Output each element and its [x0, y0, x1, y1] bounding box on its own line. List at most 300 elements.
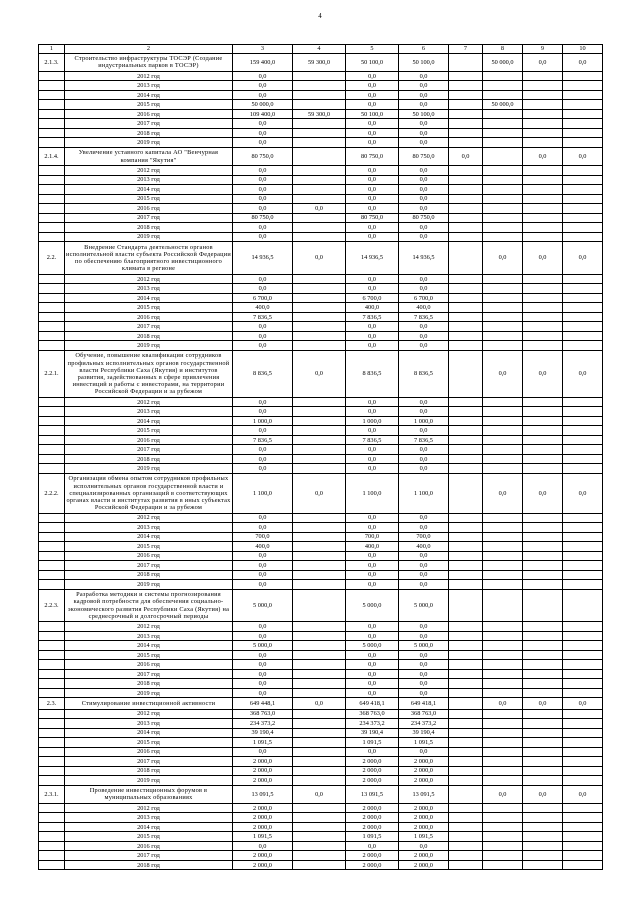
value-cell [523, 445, 563, 455]
value-cell: 0,0 [346, 100, 399, 110]
year-label-cell: 2015 год [65, 738, 233, 748]
value-cell: 6 700,0 [233, 293, 293, 303]
program-financing-table [38, 44, 603, 870]
value-cell [449, 747, 483, 757]
value-cell [449, 293, 483, 303]
value-cell: 5 000,0 [233, 589, 293, 622]
year-row [39, 232, 603, 242]
value-cell: 5 000,0 [399, 589, 449, 622]
value-cell [563, 813, 603, 823]
value-cell [449, 709, 483, 719]
value-cell: 2 000,0 [233, 766, 293, 776]
value-cell: 0,0 [346, 331, 399, 341]
value-cell [523, 166, 563, 176]
item-number-cell [39, 407, 65, 417]
year-row [39, 650, 603, 660]
value-cell [449, 679, 483, 689]
value-cell: 0,0 [399, 119, 449, 129]
value-cell [483, 435, 523, 445]
item-number-cell [39, 650, 65, 660]
value-cell [563, 589, 603, 622]
item-number-cell [39, 128, 65, 138]
value-cell [563, 138, 603, 148]
value-cell: 2 000,0 [233, 813, 293, 823]
value-cell [449, 426, 483, 436]
item-number-cell [39, 728, 65, 738]
value-cell [449, 71, 483, 81]
item-number-cell [39, 841, 65, 851]
value-cell: 0,0 [399, 679, 449, 689]
item-number-cell: 2.2. [39, 242, 65, 275]
value-cell [523, 766, 563, 776]
item-number-cell [39, 688, 65, 698]
year-row [39, 331, 603, 341]
value-cell: 0,0 [233, 570, 293, 580]
year-label-cell: 2012 год [65, 274, 233, 284]
value-cell: 0,0 [233, 622, 293, 632]
year-label-cell: 2018 год [65, 570, 233, 580]
value-cell: 2 000,0 [399, 822, 449, 832]
year-row [39, 747, 603, 757]
value-cell [449, 223, 483, 233]
value-cell [523, 185, 563, 195]
value-cell: 0,0 [293, 785, 346, 803]
value-cell [293, 803, 346, 813]
year-label-cell: 2014 год [65, 293, 233, 303]
value-cell: 0,0 [233, 513, 293, 523]
year-row [39, 119, 603, 129]
value-cell [293, 841, 346, 851]
value-cell [563, 128, 603, 138]
item-number-cell [39, 860, 65, 870]
value-cell [293, 397, 346, 407]
value-cell: 1 091,5 [399, 738, 449, 748]
item-number-cell [39, 570, 65, 580]
value-cell [293, 813, 346, 823]
value-cell: 2 000,0 [233, 776, 293, 786]
value-cell [523, 303, 563, 313]
value-cell: 0,0 [346, 688, 399, 698]
value-cell: 234 373,2 [233, 719, 293, 729]
value-cell [563, 232, 603, 242]
item-number-cell [39, 851, 65, 861]
value-cell: 50 000,0 [483, 100, 523, 110]
value-cell [449, 650, 483, 660]
value-cell [293, 100, 346, 110]
column-header: 3 [233, 45, 293, 54]
value-cell [563, 445, 603, 455]
value-cell [293, 513, 346, 523]
value-cell [563, 669, 603, 679]
value-cell [483, 81, 523, 91]
value-cell: 649 418,1 [346, 698, 399, 709]
value-cell: 0,0 [399, 204, 449, 214]
value-cell [523, 650, 563, 660]
value-cell [449, 738, 483, 748]
value-cell [483, 660, 523, 670]
value-cell: 2 000,0 [399, 860, 449, 870]
value-cell: 0,0 [399, 100, 449, 110]
year-row [39, 109, 603, 119]
value-cell [483, 293, 523, 303]
year-label-cell: 2019 год [65, 232, 233, 242]
value-cell: 0,0 [233, 397, 293, 407]
year-row [39, 166, 603, 176]
value-cell: 8 836,5 [346, 350, 399, 397]
value-cell: 0,0 [346, 622, 399, 632]
value-cell: 50 100,0 [346, 53, 399, 71]
value-cell: 14 936,5 [233, 242, 293, 275]
value-cell: 234 373,2 [346, 719, 399, 729]
value-cell [523, 71, 563, 81]
value-cell: 0,0 [346, 747, 399, 757]
value-cell [449, 435, 483, 445]
year-row [39, 738, 603, 748]
year-label-cell: 2017 год [65, 322, 233, 332]
value-cell: 0,0 [399, 841, 449, 851]
page-number: 4 [318, 12, 322, 20]
value-cell: 0,0 [233, 204, 293, 214]
value-cell: 8 836,5 [399, 350, 449, 397]
value-cell: 1 091,5 [346, 832, 399, 842]
value-cell: 0,0 [523, 785, 563, 803]
value-cell: 59 300,0 [293, 109, 346, 119]
value-cell: 2 000,0 [346, 766, 399, 776]
value-cell: 0,0 [233, 561, 293, 571]
value-cell: 0,0 [233, 194, 293, 204]
value-cell: 1 091,5 [233, 832, 293, 842]
value-cell [563, 435, 603, 445]
year-row [39, 622, 603, 632]
year-label-cell: 2013 год [65, 719, 233, 729]
value-cell [293, 832, 346, 842]
value-cell [483, 860, 523, 870]
year-label-cell: 2012 год [65, 397, 233, 407]
value-cell: 0,0 [293, 473, 346, 513]
value-cell [523, 232, 563, 242]
value-cell: 0,0 [346, 445, 399, 455]
value-cell: 0,0 [233, 631, 293, 641]
value-cell: 400,0 [233, 542, 293, 552]
value-cell: 2 000,0 [399, 776, 449, 786]
value-cell [523, 719, 563, 729]
value-cell: 0,0 [233, 71, 293, 81]
item-number-cell [39, 822, 65, 832]
value-cell: 0,0 [346, 397, 399, 407]
value-cell: 0,0 [233, 660, 293, 670]
year-label-cell: 2018 год [65, 331, 233, 341]
value-cell: 0,0 [233, 341, 293, 351]
column-header: 9 [523, 45, 563, 54]
value-cell [483, 341, 523, 351]
value-cell [523, 284, 563, 294]
year-row [39, 669, 603, 679]
value-cell: 0,0 [346, 669, 399, 679]
year-row [39, 322, 603, 332]
year-label-cell: 2016 год [65, 551, 233, 561]
value-cell [293, 851, 346, 861]
value-cell: 2 000,0 [346, 851, 399, 861]
value-cell [563, 293, 603, 303]
value-cell: 80 750,0 [346, 147, 399, 165]
item-number-cell [39, 622, 65, 632]
value-cell: 0,0 [399, 445, 449, 455]
value-cell [293, 631, 346, 641]
value-cell: 1 000,0 [233, 416, 293, 426]
value-cell [523, 641, 563, 651]
year-label-cell: 2016 год [65, 660, 233, 670]
value-cell [523, 747, 563, 757]
value-cell: 0,0 [399, 747, 449, 757]
year-row [39, 303, 603, 313]
value-cell [293, 709, 346, 719]
year-label-cell: 2017 год [65, 757, 233, 767]
year-label-cell: 2012 год [65, 166, 233, 176]
value-cell [563, 166, 603, 176]
value-cell: 0,0 [563, 473, 603, 513]
item-number-cell [39, 331, 65, 341]
value-cell: 0,0 [233, 688, 293, 698]
value-cell [563, 631, 603, 641]
item-description-cell: Увеличение уставного капитала АО "Венчурная компания "Якутия" [65, 147, 233, 165]
value-cell [523, 204, 563, 214]
year-label-cell: 2014 год [65, 532, 233, 542]
value-cell [293, 407, 346, 417]
year-row [39, 407, 603, 417]
value-cell [563, 513, 603, 523]
value-cell: 0,0 [346, 631, 399, 641]
value-cell [449, 312, 483, 322]
value-cell: 0,0 [399, 464, 449, 474]
value-cell: 0,0 [483, 350, 523, 397]
year-row [39, 293, 603, 303]
value-cell [523, 128, 563, 138]
value-cell: 13 091,5 [346, 785, 399, 803]
value-cell: 0,0 [399, 90, 449, 100]
value-cell: 0,0 [399, 513, 449, 523]
value-cell [449, 416, 483, 426]
year-row [39, 570, 603, 580]
value-cell [449, 719, 483, 729]
value-cell [483, 109, 523, 119]
year-row [39, 213, 603, 223]
value-cell: 0,0 [483, 698, 523, 709]
value-cell [483, 622, 523, 632]
value-cell [449, 138, 483, 148]
value-cell [293, 688, 346, 698]
year-label-cell: 2015 год [65, 650, 233, 660]
value-cell [523, 274, 563, 284]
item-number-cell [39, 757, 65, 767]
value-cell: 14 936,5 [399, 242, 449, 275]
program-item-row [39, 53, 603, 71]
value-cell [483, 426, 523, 436]
year-label-cell: 2016 год [65, 312, 233, 322]
year-label-cell: 2012 год [65, 709, 233, 719]
value-cell: 0,0 [346, 322, 399, 332]
value-cell [563, 213, 603, 223]
value-cell: 0,0 [346, 407, 399, 417]
value-cell: 7 836,5 [399, 312, 449, 322]
value-cell: 6 700,0 [346, 293, 399, 303]
value-cell [293, 274, 346, 284]
year-label-cell: 2013 год [65, 631, 233, 641]
year-row [39, 435, 603, 445]
value-cell: 0,0 [563, 698, 603, 709]
value-cell: 2 000,0 [399, 766, 449, 776]
value-cell [293, 728, 346, 738]
value-cell: 80 750,0 [399, 147, 449, 165]
value-cell [449, 757, 483, 767]
value-cell [293, 312, 346, 322]
value-cell: 0,0 [399, 341, 449, 351]
year-row [39, 464, 603, 474]
value-cell [563, 860, 603, 870]
value-cell: 1 091,5 [346, 738, 399, 748]
value-cell [293, 90, 346, 100]
value-cell [523, 532, 563, 542]
value-cell: 368 763,0 [233, 709, 293, 719]
value-cell: 1 100,0 [346, 473, 399, 513]
value-cell [483, 570, 523, 580]
value-cell [523, 669, 563, 679]
value-cell: 0,0 [399, 274, 449, 284]
item-number-cell [39, 776, 65, 786]
value-cell: 0,0 [346, 561, 399, 571]
value-cell [563, 322, 603, 332]
value-cell [563, 274, 603, 284]
year-label-cell: 2017 год [65, 119, 233, 129]
value-cell: 0,0 [399, 71, 449, 81]
value-cell [449, 407, 483, 417]
value-cell: 0,0 [233, 284, 293, 294]
value-cell [449, 851, 483, 861]
value-cell: 80 750,0 [399, 213, 449, 223]
value-cell [563, 709, 603, 719]
year-row [39, 641, 603, 651]
year-row [39, 513, 603, 523]
value-cell [523, 416, 563, 426]
item-number-cell: 2.2.2. [39, 473, 65, 513]
year-label-cell: 2014 год [65, 728, 233, 738]
program-item-row [39, 698, 603, 709]
value-cell [293, 570, 346, 580]
value-cell [449, 688, 483, 698]
value-cell: 80 750,0 [233, 147, 293, 165]
year-row [39, 416, 603, 426]
value-cell: 0,0 [399, 175, 449, 185]
year-label-cell: 2019 год [65, 688, 233, 698]
item-number-cell [39, 719, 65, 729]
value-cell: 2 000,0 [399, 803, 449, 813]
item-number-cell [39, 641, 65, 651]
value-cell: 0,0 [233, 679, 293, 689]
value-cell [293, 81, 346, 91]
item-number-cell [39, 397, 65, 407]
value-cell: 0,0 [399, 128, 449, 138]
value-cell: 1 000,0 [399, 416, 449, 426]
value-cell: 0,0 [399, 523, 449, 533]
value-cell [483, 532, 523, 542]
value-cell [523, 728, 563, 738]
program-item-row [39, 473, 603, 513]
value-cell: 2 000,0 [346, 776, 399, 786]
value-cell: 0,0 [483, 473, 523, 513]
value-cell: 0,0 [346, 274, 399, 284]
year-row [39, 813, 603, 823]
year-label-cell: 2014 год [65, 641, 233, 651]
value-cell [483, 175, 523, 185]
value-cell: 0,0 [483, 785, 523, 803]
value-cell: 0,0 [346, 523, 399, 533]
value-cell: 0,0 [346, 551, 399, 561]
value-cell [563, 464, 603, 474]
value-cell [523, 90, 563, 100]
value-cell [483, 631, 523, 641]
value-cell: 0,0 [346, 194, 399, 204]
value-cell [483, 71, 523, 81]
value-cell: 0,0 [346, 464, 399, 474]
value-cell [483, 204, 523, 214]
value-cell [293, 435, 346, 445]
item-number-cell [39, 223, 65, 233]
year-label-cell: 2013 год [65, 284, 233, 294]
value-cell [483, 303, 523, 313]
value-cell: 0,0 [293, 204, 346, 214]
value-cell [563, 622, 603, 632]
value-cell [563, 803, 603, 813]
item-number-cell [39, 832, 65, 842]
value-cell: 0,0 [233, 464, 293, 474]
value-cell [293, 776, 346, 786]
value-cell [293, 766, 346, 776]
value-cell: 0,0 [233, 119, 293, 129]
value-cell: 0,0 [523, 147, 563, 165]
value-cell [483, 128, 523, 138]
value-cell [483, 454, 523, 464]
year-row [39, 223, 603, 233]
value-cell [449, 841, 483, 851]
value-cell [293, 650, 346, 660]
value-cell: 0,0 [346, 71, 399, 81]
year-row [39, 175, 603, 185]
value-cell: 0,0 [399, 650, 449, 660]
item-number-cell [39, 513, 65, 523]
year-label-cell: 2019 год [65, 138, 233, 148]
value-cell [293, 166, 346, 176]
value-cell [523, 841, 563, 851]
value-cell: 0,0 [399, 81, 449, 91]
value-cell: 7 836,5 [233, 435, 293, 445]
value-cell [483, 397, 523, 407]
value-cell [449, 669, 483, 679]
year-label-cell: 2016 год [65, 435, 233, 445]
item-number-cell [39, 435, 65, 445]
value-cell: 0,0 [346, 204, 399, 214]
value-cell [483, 589, 523, 622]
value-cell: 0,0 [233, 669, 293, 679]
year-label-cell: 2013 год [65, 407, 233, 417]
value-cell [483, 119, 523, 129]
year-label-cell: 2013 год [65, 523, 233, 533]
value-cell [449, 445, 483, 455]
value-cell: 400,0 [346, 542, 399, 552]
year-row [39, 445, 603, 455]
value-cell: 0,0 [563, 350, 603, 397]
value-cell [449, 766, 483, 776]
value-cell: 0,0 [346, 580, 399, 590]
value-cell: 2 000,0 [233, 757, 293, 767]
